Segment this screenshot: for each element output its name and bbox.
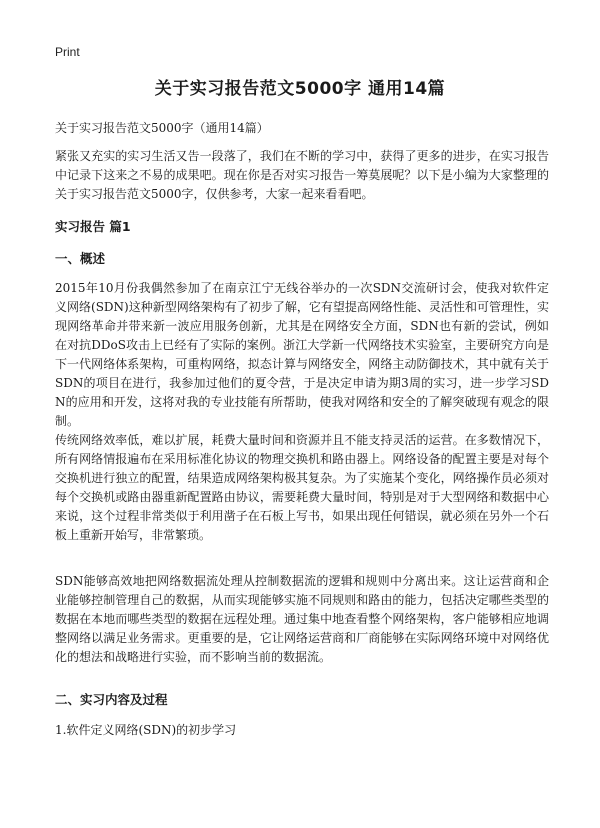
- print-label: Print: [55, 45, 80, 59]
- overview-paragraph-1: 2015年10月份我偶然参加了在南京江宁无线谷举办的一次SDN交流研讨会，使我对软件定义网络(SDN)这种新型网络架构有了初步了解，它有望提高网络性能、灵活性和可管理性，实现网络革命并带来新一波应用服务创新，尤其是在网络安全方面，SDN也有新的尝试，例如在对抗DDoS攻击上已经有了实际的案例。浙江大学新一代网络技术实验室，主要研究方向是下一代网络体系架构，可重构网络，拟态计算与网络安全，网络主动防御技术，其中就有关于SDN的项目在进行，我参加过他们的夏令营，于是决定申请为期3周的实习，进一步学习SDN的应用和开发，这将对我的专业技能有所帮助，使我对网络和安全的了解突破现有观念的限制。: [55, 281, 549, 428]
- overview-paragraph-2: 传统网络效率低，难以扩展，耗费大量时间和资源并且不能支持灵活的运营。在多数情况下，所有网络情报遍布在采用标准化协议的物理交换机和路由器上。网络设备的配置主要是对每个交换机进行独立的配置，结果造成网络架构极其复杂。为了实施某个变化，网络操作员必须对每个交换机或路由器重新配置路由协议，需要耗费大量时间，特别是对于大型网络和数据中心来说，这个过程非常类似于利用凿子在石板上写书，如果出现任何错误，就必须在另外一个石板上重新开始写，非常繁琐。: [55, 433, 549, 542]
- intro-paragraph: 紧张又充实的实习生活又告一段落了，我们在不断的学习中，获得了更多的进步，在实习报告中记录下这来之不易的成果吧。现在你是否对实习报告一筹莫展呢？以下是小编为大家整理的关于实习报告范文5000字，仅供参考，大家一起来看看吧。: [55, 149, 549, 201]
- content-heading: 二、实习内容及过程: [55, 692, 168, 707]
- overview-heading: 一、概述: [55, 251, 106, 266]
- document-title: 关于实习报告范文5000字 通用14篇: [154, 79, 446, 99]
- content-item-1: 1.软件定义网络(SDN)的初步学习: [55, 723, 237, 737]
- overview-paragraph-3: SDN能够高效地把网络数据流处理从控制数据流的逻辑和规则中分离出来。这让运营商和企业能够控制管理自己的数据，从而实现能够实施不同规则和路由的能力，包括决定哪些类型的数据在本地而哪些类型的数据在远程处理。通过集中地查看整个网络架构，客户能够相应地调整网络以满足业务需求。更重要的是，它让网络运营商和厂商能够在实际网络环境中对网络优化的想法和战略进行实验，而不影响当前的数据流。: [55, 574, 549, 664]
- document-subtitle: 关于实习报告范文5000字（通用14篇）: [55, 121, 269, 135]
- report-section-heading: 实习报告 篇1: [55, 219, 131, 234]
